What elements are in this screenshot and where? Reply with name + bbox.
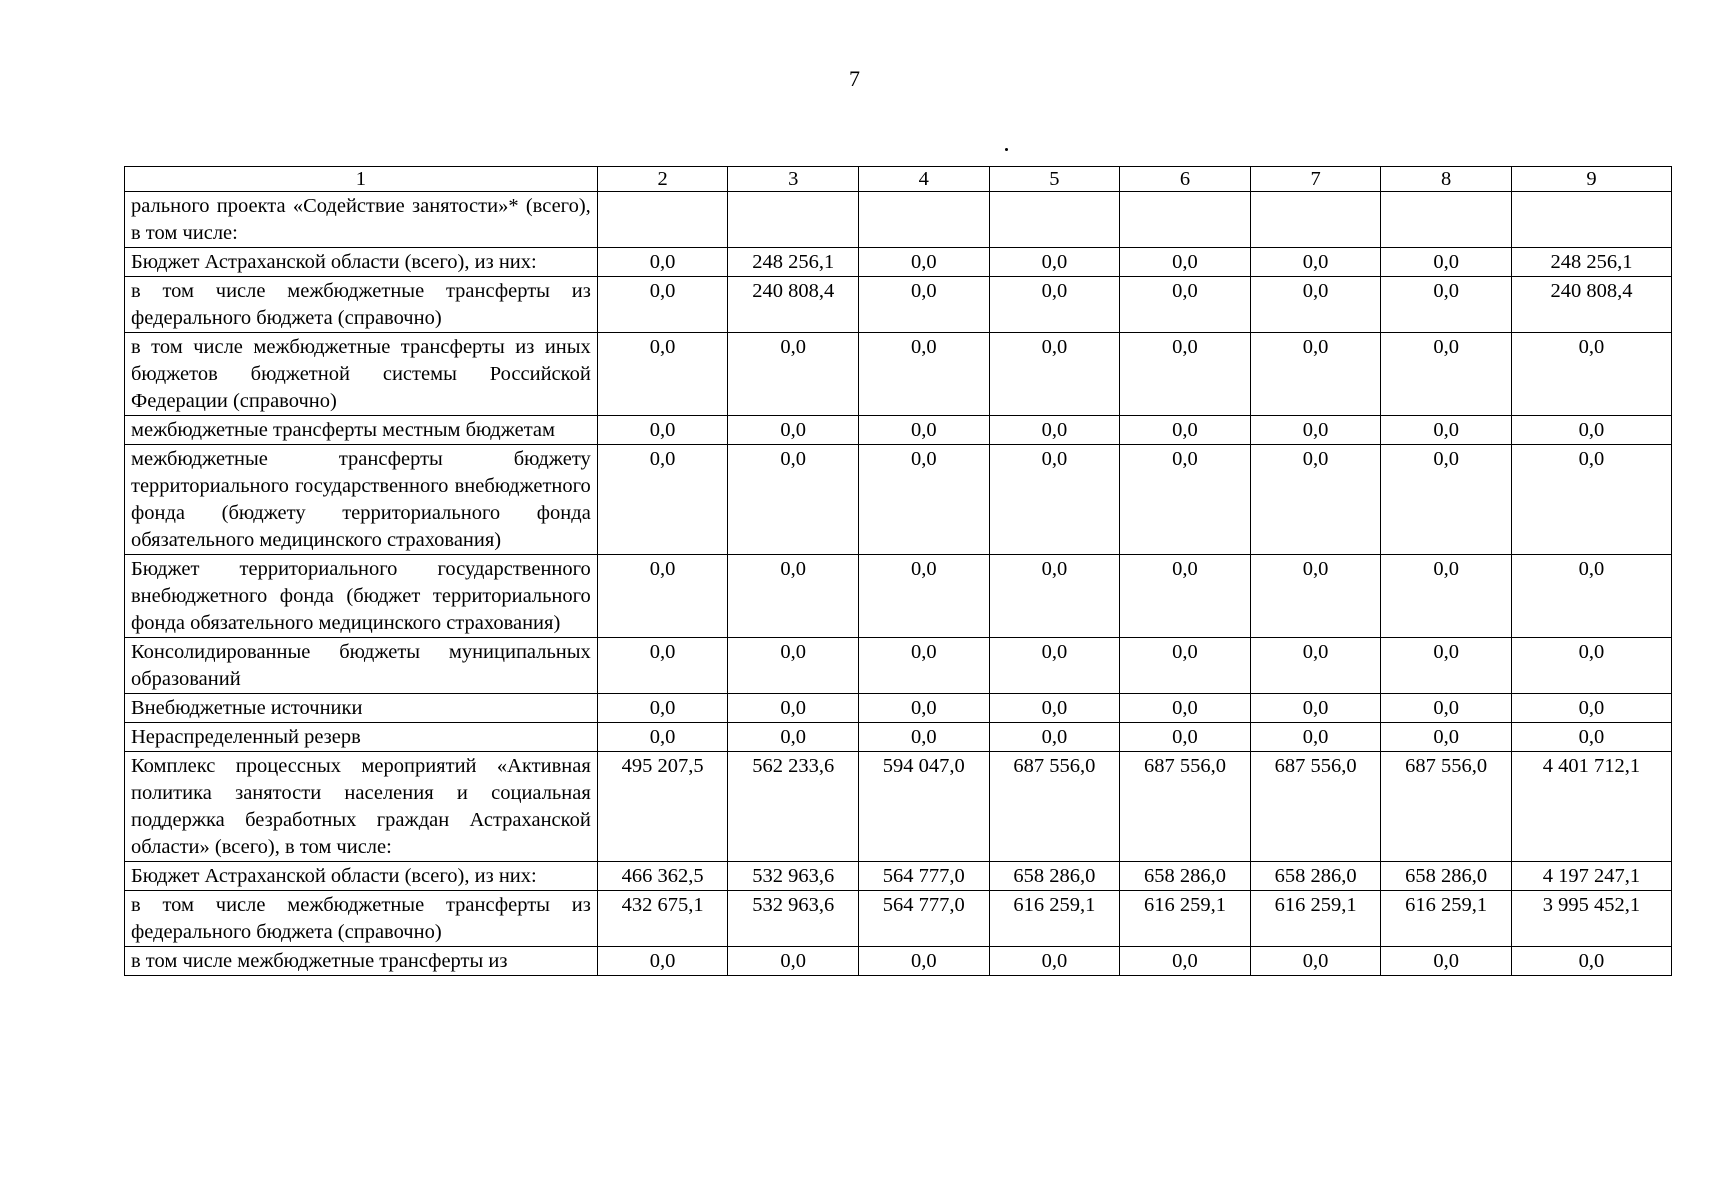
row-label: Бюджет территориального государственного внебюджетного фонда (бюджет территориального фонда обязательного медицинского страхования)	[125, 555, 598, 638]
value-cell: 4 401 712,1	[1511, 752, 1671, 862]
table-row	[125, 694, 1672, 723]
value-cell: 0,0	[1120, 416, 1251, 445]
value-cell: 0,0	[1381, 277, 1512, 333]
value-cell: 466 362,5	[597, 862, 728, 891]
value-cell: 0,0	[728, 638, 859, 694]
value-cell: 0,0	[1250, 555, 1381, 638]
column-header: 7	[1250, 167, 1381, 192]
value-cell: 0,0	[989, 947, 1120, 976]
row-label: межбюджетные трансферты бюджету территориального государственного внебюджетного фонда (бюджету территориального фонда обязательного медицинского страхования)	[125, 445, 598, 555]
value-cell	[597, 192, 728, 248]
value-cell: 594 047,0	[858, 752, 989, 862]
value-cell: 248 256,1	[1511, 248, 1671, 277]
value-cell: 0,0	[1511, 694, 1671, 723]
row-label: в том числе межбюджетные трансферты из	[125, 947, 598, 976]
value-cell: 532 963,6	[728, 862, 859, 891]
value-cell: 0,0	[858, 555, 989, 638]
value-cell: 0,0	[1120, 723, 1251, 752]
value-cell: 240 808,4	[1511, 277, 1671, 333]
value-cell: 0,0	[1381, 694, 1512, 723]
value-cell: 0,0	[728, 723, 859, 752]
scan-speck	[1005, 148, 1008, 151]
value-cell: 0,0	[1120, 445, 1251, 555]
table-row	[125, 723, 1672, 752]
row-label: Внебюджетные источники	[125, 694, 598, 723]
value-cell: 616 259,1	[1250, 891, 1381, 947]
value-cell: 0,0	[1511, 333, 1671, 416]
row-label: Нераспределенный резерв	[125, 723, 598, 752]
value-cell: 687 556,0	[1381, 752, 1512, 862]
column-header: 3	[728, 167, 859, 192]
value-cell: 0,0	[1120, 333, 1251, 416]
value-cell: 0,0	[1120, 638, 1251, 694]
value-cell	[728, 192, 859, 248]
value-cell: 0,0	[1120, 277, 1251, 333]
value-cell: 0,0	[1511, 555, 1671, 638]
value-cell: 687 556,0	[1250, 752, 1381, 862]
column-number-row	[125, 167, 1672, 192]
value-cell: 0,0	[728, 694, 859, 723]
value-cell	[1381, 192, 1512, 248]
value-cell: 0,0	[1250, 694, 1381, 723]
value-cell: 0,0	[989, 694, 1120, 723]
value-cell: 0,0	[597, 416, 728, 445]
value-cell: 0,0	[858, 694, 989, 723]
value-cell: 564 777,0	[858, 862, 989, 891]
value-cell: 0,0	[858, 947, 989, 976]
value-cell: 0,0	[989, 445, 1120, 555]
value-cell: 658 286,0	[989, 862, 1120, 891]
value-cell: 0,0	[728, 416, 859, 445]
column-header: 4	[858, 167, 989, 192]
value-cell: 0,0	[989, 638, 1120, 694]
value-cell: 0,0	[989, 555, 1120, 638]
value-cell: 0,0	[1120, 555, 1251, 638]
row-label: рального проекта «Содействие занятости»* (всего), в том числе:	[125, 192, 598, 248]
column-header: 8	[1381, 167, 1512, 192]
value-cell: 248 256,1	[728, 248, 859, 277]
value-cell: 0,0	[1511, 947, 1671, 976]
table-row	[125, 416, 1672, 445]
value-cell: 0,0	[1381, 723, 1512, 752]
value-cell: 0,0	[1511, 445, 1671, 555]
row-label: в том числе межбюджетные трансферты из федерального бюджета (справочно)	[125, 277, 598, 333]
table-row	[125, 248, 1672, 277]
value-cell	[1250, 192, 1381, 248]
column-header: 6	[1120, 167, 1251, 192]
table-row	[125, 862, 1672, 891]
value-cell: 687 556,0	[989, 752, 1120, 862]
row-label: Бюджет Астраханской области (всего), из них:	[125, 862, 598, 891]
column-header: 9	[1511, 167, 1671, 192]
value-cell: 0,0	[1120, 947, 1251, 976]
value-cell: 0,0	[989, 248, 1120, 277]
value-cell	[989, 192, 1120, 248]
table-row	[125, 555, 1672, 638]
value-cell: 0,0	[1511, 723, 1671, 752]
value-cell: 0,0	[858, 333, 989, 416]
value-cell: 658 286,0	[1250, 862, 1381, 891]
value-cell: 0,0	[1250, 638, 1381, 694]
value-cell: 0,0	[1381, 445, 1512, 555]
value-cell: 0,0	[1250, 248, 1381, 277]
value-cell: 562 233,6	[728, 752, 859, 862]
value-cell: 0,0	[1511, 416, 1671, 445]
value-cell: 0,0	[858, 723, 989, 752]
value-cell: 0,0	[989, 723, 1120, 752]
value-cell: 0,0	[597, 694, 728, 723]
table-row	[125, 192, 1672, 248]
row-label: Консолидированные бюджеты муниципальных образований	[125, 638, 598, 694]
value-cell: 0,0	[1381, 555, 1512, 638]
value-cell: 0,0	[1381, 333, 1512, 416]
value-cell: 0,0	[989, 416, 1120, 445]
value-cell: 0,0	[728, 947, 859, 976]
value-cell: 687 556,0	[1120, 752, 1251, 862]
column-header: 5	[989, 167, 1120, 192]
value-cell: 532 963,6	[728, 891, 859, 947]
row-label: Комплекс процессных мероприятий «Активная политика занятости населения и социальная поддержка безработных граждан Астраханской области» (всего), в том числе:	[125, 752, 598, 862]
value-cell: 0,0	[858, 277, 989, 333]
value-cell: 0,0	[1381, 638, 1512, 694]
value-cell: 0,0	[989, 333, 1120, 416]
value-cell: 616 259,1	[1381, 891, 1512, 947]
value-cell: 0,0	[1120, 694, 1251, 723]
value-cell: 0,0	[728, 333, 859, 416]
value-cell: 0,0	[597, 555, 728, 638]
value-cell: 0,0	[728, 445, 859, 555]
row-label: в том числе межбюджетные трансферты из иных бюджетов бюджетной системы Российской Федерации (справочно)	[125, 333, 598, 416]
value-cell: 432 675,1	[597, 891, 728, 947]
value-cell: 0,0	[1120, 248, 1251, 277]
value-cell: 616 259,1	[1120, 891, 1251, 947]
value-cell	[1511, 192, 1671, 248]
value-cell: 0,0	[1250, 416, 1381, 445]
value-cell: 658 286,0	[1381, 862, 1512, 891]
value-cell: 0,0	[858, 638, 989, 694]
table-row	[125, 752, 1672, 862]
value-cell: 0,0	[858, 248, 989, 277]
value-cell: 0,0	[597, 248, 728, 277]
budget-table	[124, 166, 1672, 976]
value-cell: 0,0	[1250, 277, 1381, 333]
value-cell: 0,0	[597, 947, 728, 976]
value-cell: 3 995 452,1	[1511, 891, 1671, 947]
value-cell: 0,0	[1381, 416, 1512, 445]
value-cell: 0,0	[1381, 947, 1512, 976]
value-cell: 0,0	[597, 638, 728, 694]
value-cell: 0,0	[858, 416, 989, 445]
value-cell: 0,0	[597, 277, 728, 333]
value-cell: 0,0	[1250, 723, 1381, 752]
value-cell: 564 777,0	[858, 891, 989, 947]
value-cell: 658 286,0	[1120, 862, 1251, 891]
table-row	[125, 947, 1672, 976]
table-row	[125, 891, 1672, 947]
table-row	[125, 638, 1672, 694]
value-cell: 4 197 247,1	[1511, 862, 1671, 891]
value-cell: 0,0	[858, 445, 989, 555]
value-cell: 616 259,1	[989, 891, 1120, 947]
value-cell: 0,0	[1250, 445, 1381, 555]
row-label: Бюджет Астраханской области (всего), из них:	[125, 248, 598, 277]
value-cell: 0,0	[597, 445, 728, 555]
table-row	[125, 277, 1672, 333]
value-cell: 0,0	[597, 723, 728, 752]
value-cell: 0,0	[728, 555, 859, 638]
value-cell: 0,0	[1250, 947, 1381, 976]
column-header: 1	[125, 167, 598, 192]
value-cell: 0,0	[1250, 333, 1381, 416]
value-cell: 240 808,4	[728, 277, 859, 333]
value-cell: 0,0	[1511, 638, 1671, 694]
page-number: 7	[849, 66, 860, 91]
value-cell	[1120, 192, 1251, 248]
row-label: межбюджетные трансферты местным бюджетам	[125, 416, 598, 445]
value-cell: 0,0	[1381, 248, 1512, 277]
table-row	[125, 333, 1672, 416]
table-row	[125, 445, 1672, 555]
column-header: 2	[597, 167, 728, 192]
row-label: в том числе межбюджетные трансферты из федерального бюджета (справочно)	[125, 891, 598, 947]
value-cell: 0,0	[989, 277, 1120, 333]
value-cell: 0,0	[597, 333, 728, 416]
value-cell	[858, 192, 989, 248]
value-cell: 495 207,5	[597, 752, 728, 862]
